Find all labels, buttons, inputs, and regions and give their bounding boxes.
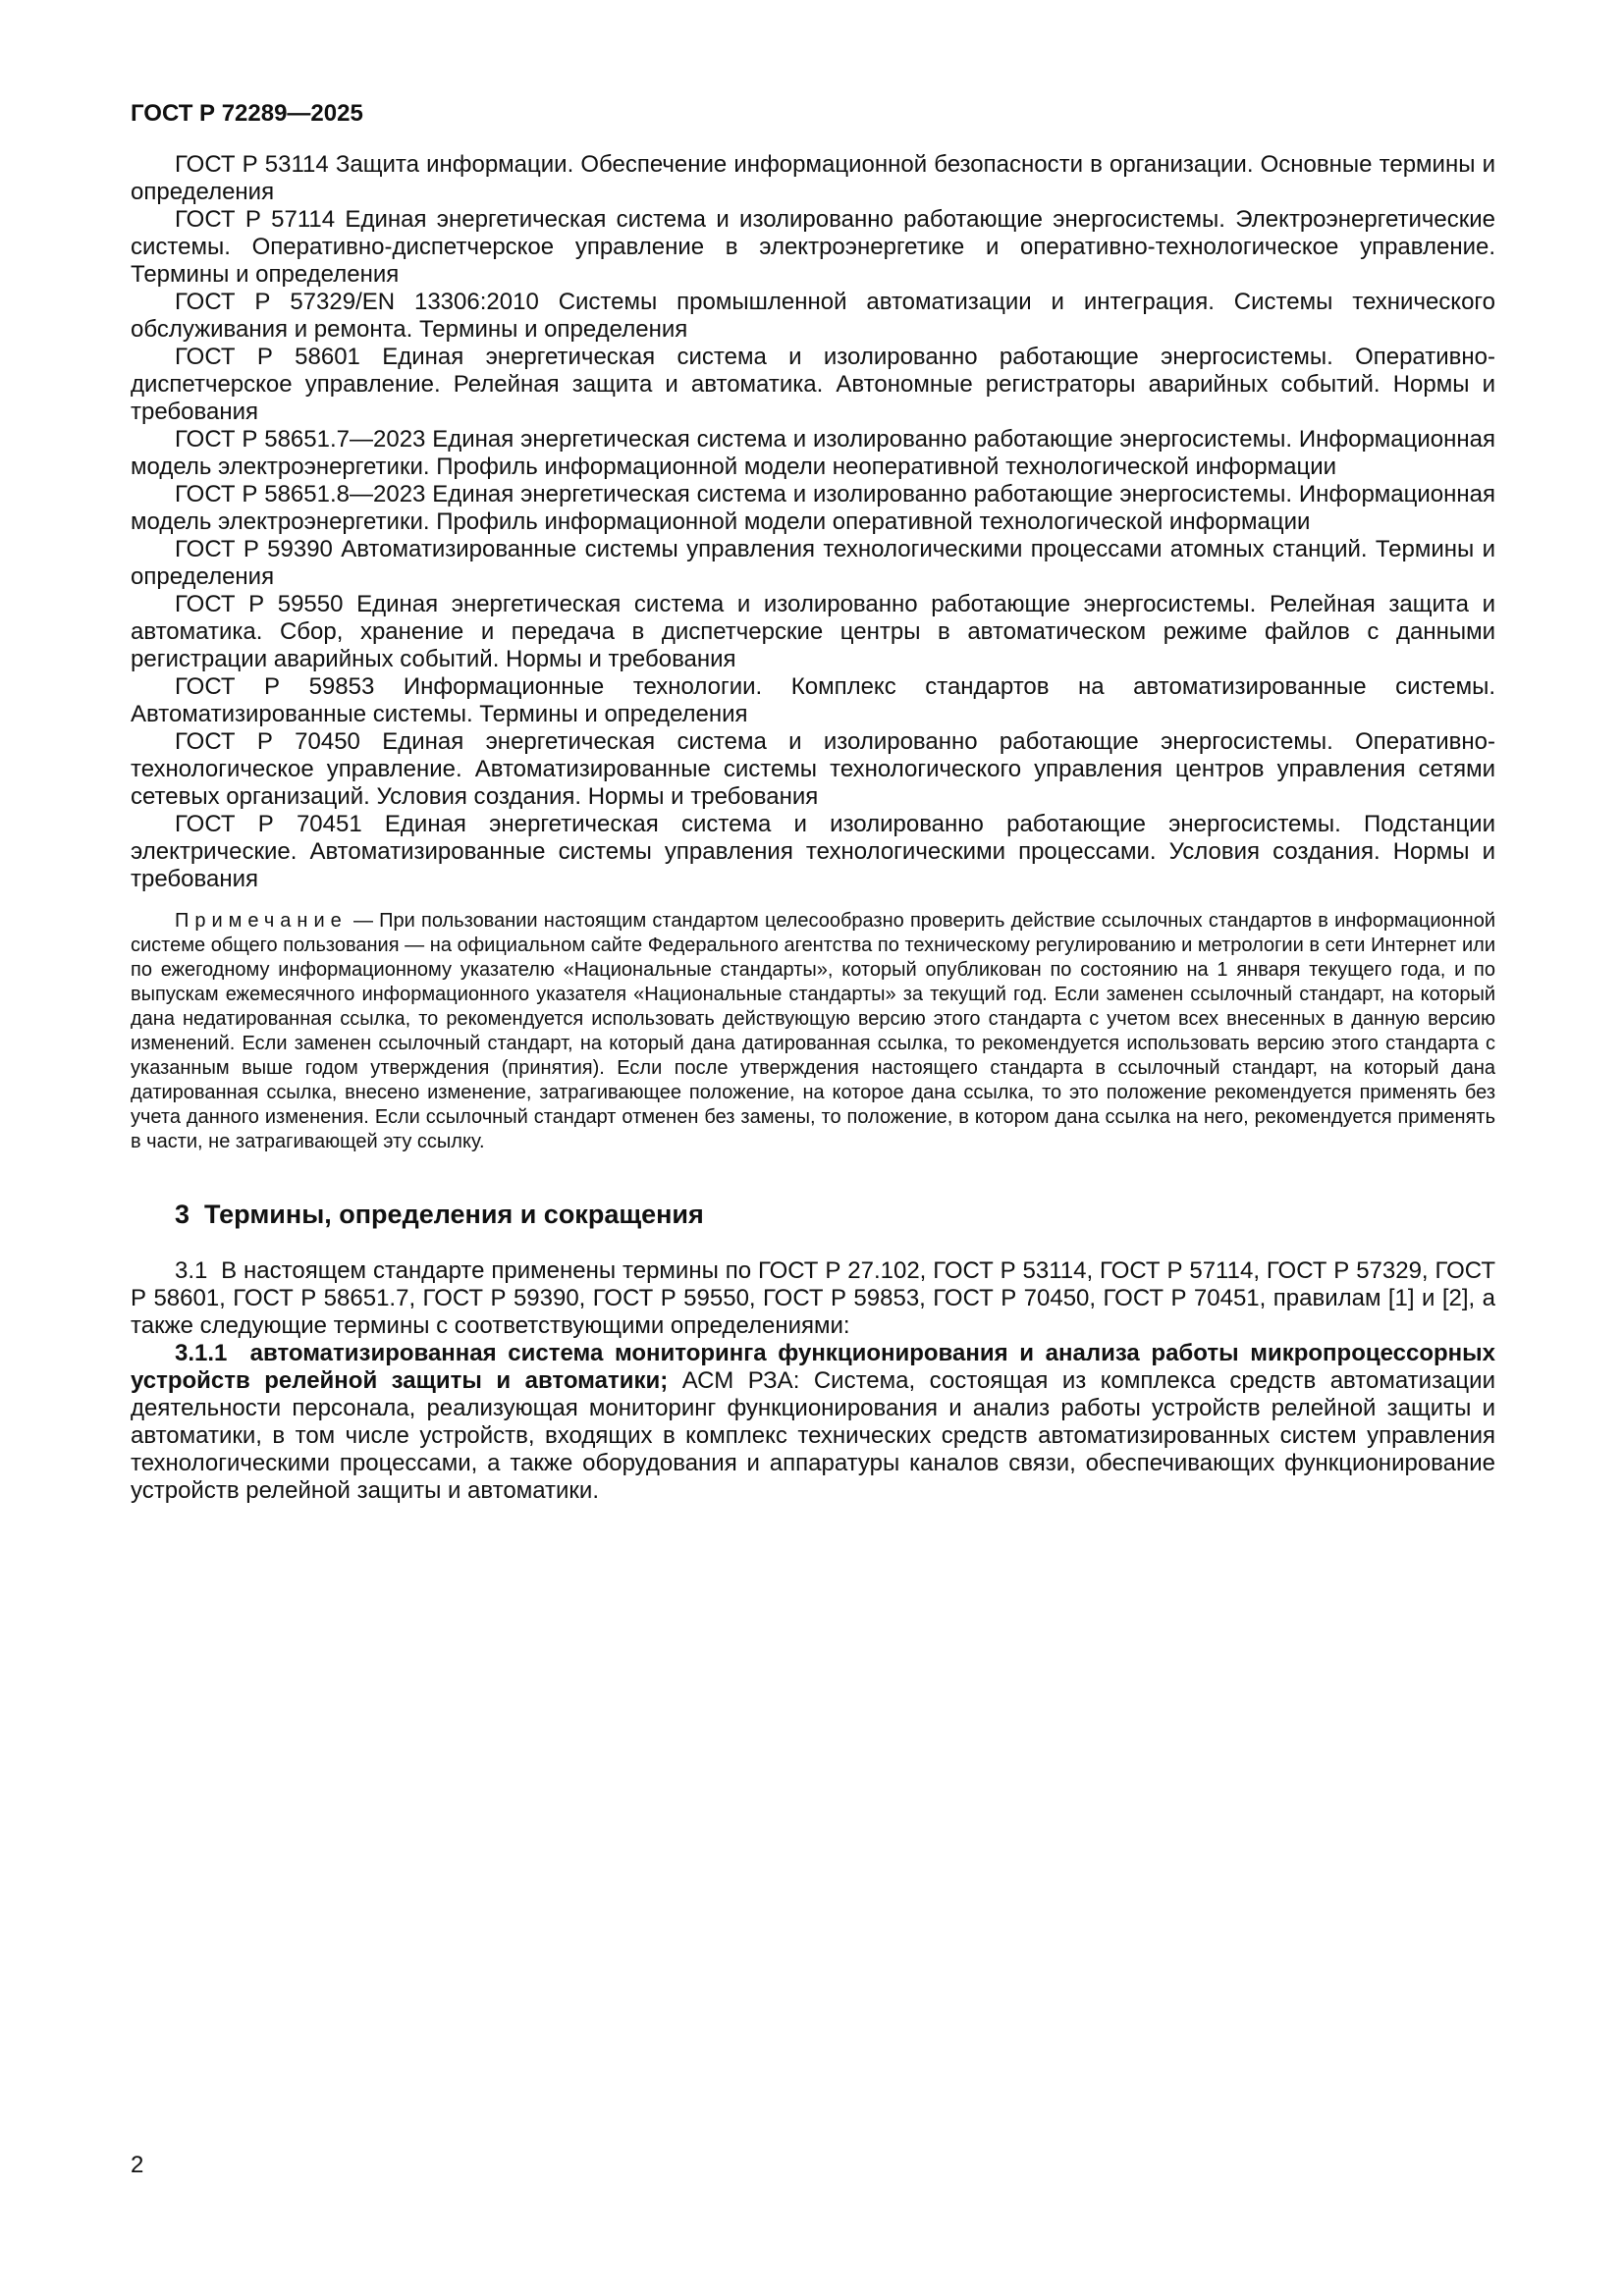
term-3-1-1: 3.1.1 автоматизированная система мониторинга функционирования и анализа работы микропроцессорных устройств релейной защиты и автоматики; xyxy=(131,1340,1495,1394)
references-section xyxy=(131,151,1495,893)
reference-item: ГОСТ Р 58651.7—2023 Единая энергетическая система и изолированно работающие энергосистемы. Информационная модель электроэнергетики. Профиль информационной модели неоперативной технологической информации xyxy=(131,426,1495,480)
definition-3-1-1: АСМ РЗА: Система, состоящая из комплекса средств автоматизации деятельности персонала, реализующая мониторинг функционирования и анализ работы устройств релейной защиты и автоматики, в том числе устройств, входящих в комплекс технических средств автоматизированных систем управления технологическими процессами, а также оборудования и аппаратуры каналов связи, обеспечивающих функционирование устройств релейной защиты и автоматики. xyxy=(131,1367,1495,1504)
running-header: ГОСТ Р 72289—2025 xyxy=(131,100,363,127)
reference-item: ГОСТ Р 58601 Единая энергетическая система и изолированно работающие энергосистемы. Оперативно-диспетчерское управление. Релейная защита и автоматика. Автономные регистраторы аварийных событий. Нормы и требования xyxy=(131,344,1495,425)
reference-item: ГОСТ Р 59853 Информационные технологии. Комплекс стандартов на автоматизированные системы. Автоматизированные системы. Термины и определения xyxy=(131,673,1495,727)
reference-item: ГОСТ Р 57329/EN 13306:2010 Системы промышленной автоматизации и интеграция. Системы технического обслуживания и ремонта. Термины и определения xyxy=(131,289,1495,343)
section-heading: 3 Термины, определения и сокращения xyxy=(175,1200,704,1229)
clause-3-1: 3.1 В настоящем стандарте применены термины по ГОСТ Р 27.102, ГОСТ Р 53114, ГОСТ Р 57114, ГОСТ Р 57329, ГОСТ Р 58601, ГОСТ Р 58651.7, ГОСТ Р 59390, ГОСТ Р 59550, ГОСТ Р 59853, ГОСТ Р 70450, ГОСТ Р 70451, правилам [1] и [2], а также следующие термины с соответствующими определениями: xyxy=(131,1257,1495,1339)
note-text: — При пользовании настоящим стандартом целесообразно проверить действие ссылочных стандартов в информационной системе общего пользования — на официальном сайте Федерального агентства по техническому регулированию и метрологии в сети Интернет или по ежегодному информационному указателю «Национальные стандарты», который опубликован по состоянию на 1 января текущего года, и по выпускам ежемесячного информационного указателя «Национальные стандарты» за текущий год. Если заменен ссылочный стандарт, на который дана недатированная ссылка, то рекомендуется использовать действующую версию этого стандарта с учетом всех внесенных в данную версию изменений. Если заменен ссылочный стандарт, на который дана датированная ссылка, то рекомендуется использовать версию этого стандарта с указанным выше годом утверждения (принятия). Если после утверждения настоящего стандарта в ссылочный стандарт, на который дана датированная ссылка, внесено изменение, затрагивающее положение, на которое дана ссылка, то это положение рекомендуется применять без учета данного изменения. Если ссылочный стандарт отменен без замены, то положение, в котором дана ссылка на него, рекомендуется применять в части, не затрагивающей эту ссылку. xyxy=(131,910,1496,1152)
reference-item: ГОСТ Р 53114 Защита информации. Обеспечение информационной безопасности в организации. Основные термины и определения xyxy=(131,151,1495,205)
note-label: Примечание xyxy=(175,910,348,932)
clause-3-1-1 xyxy=(131,1340,1495,1505)
note xyxy=(131,909,1495,1154)
reference-item: ГОСТ Р 70451 Единая энергетическая система и изолированно работающие энергосистемы. Подстанции электрические. Автоматизированные системы управления технологическими процессами. Условия создания. Нормы и требования xyxy=(131,811,1495,892)
reference-item: ГОСТ Р 59390 Автоматизированные системы управления технологическими процессами атомных станций. Термины и определения xyxy=(131,536,1495,590)
reference-item: ГОСТ Р 57114 Единая энергетическая система и изолированно работающие энергосистемы. Электроэнергетические системы. Оперативно-диспетчерское управление в электроэнергетике и оперативно-технологическое управление. Термины и определения xyxy=(131,206,1495,288)
reference-item: ГОСТ Р 58651.8—2023 Единая энергетическая система и изолированно работающие энергосистемы. Информационная модель электроэнергетики. Профиль информационной модели оперативной технологической информации xyxy=(131,481,1495,535)
reference-item: ГОСТ Р 70450 Единая энергетическая система и изолированно работающие энергосистемы. Оперативно-технологическое управление. Автоматизированные системы технологического управления центров управления сетями сетевых организаций. Условия создания. Нормы и требования xyxy=(131,728,1495,810)
reference-item: ГОСТ Р 59550 Единая энергетическая система и изолированно работающие энергосистемы. Релейная защита и автоматика. Сбор, хранение и передача в диспетчерские центры в автоматическом режиме файлов с данными регистрации аварийных событий. Нормы и требования xyxy=(131,591,1495,672)
page-number: 2 xyxy=(131,2152,144,2178)
